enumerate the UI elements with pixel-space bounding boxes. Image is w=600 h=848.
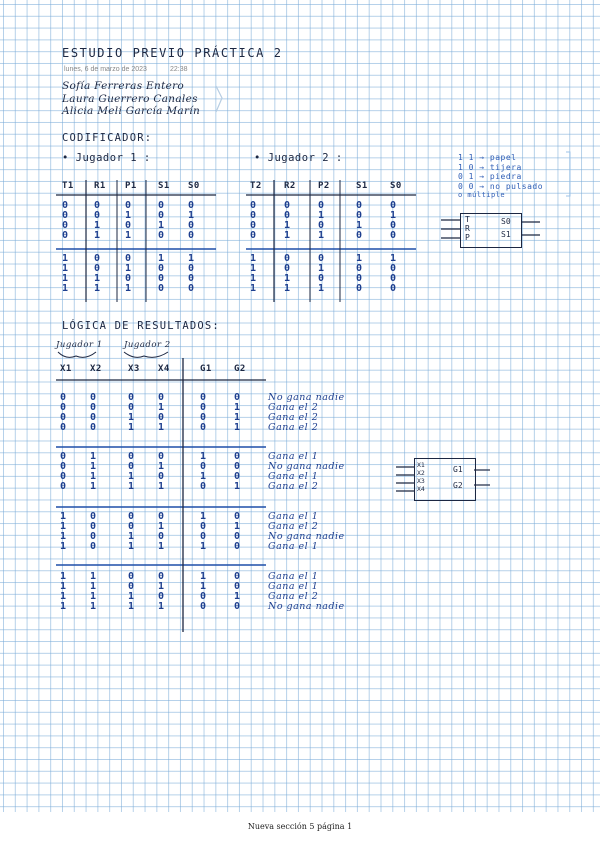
p1-cell-r2-c2: 0 [94, 210, 101, 221]
legend-line-5: o múltiple [458, 191, 506, 200]
p2-cell-r2-c1: 0 [250, 210, 257, 221]
p1-cell-r2-c1: 0 [62, 210, 69, 221]
logic-cell-r1-c5: 0 [200, 392, 207, 403]
p1-cell-r1-c3: 0 [125, 200, 132, 211]
block-input-x4: X4 [417, 485, 425, 493]
codificador-block [460, 213, 522, 248]
logic-cell-r13-c2: 1 [90, 571, 97, 582]
block-input-x3: X3 [417, 477, 425, 485]
block-input-p: P [465, 233, 470, 242]
logic-cell-r9-c3: 0 [128, 511, 135, 522]
p1-cell-r4-c2: 1 [94, 230, 101, 241]
logic-cell-r12-c1: 1 [60, 541, 67, 552]
logic-cell-r7-c2: 1 [90, 471, 97, 482]
logic-cell-r5-c4: 0 [158, 451, 165, 462]
block-output-s0: S0 [501, 217, 511, 226]
logic-cell-r8-c5: 0 [200, 481, 207, 492]
logic-result-15: Gana el 2 [268, 591, 319, 602]
names-bracket [216, 86, 222, 112]
p1-cell-r5-c5: 1 [188, 253, 195, 264]
p1-cell-r6-c5: 0 [188, 263, 195, 274]
logic-cell-r8-c2: 1 [90, 481, 97, 492]
p1-cell-r7-c5: 0 [188, 273, 195, 284]
logic-cell-r8-c1: 0 [60, 481, 67, 492]
p1-cell-r4-c5: 0 [188, 230, 195, 241]
logic-cell-r11-c3: 1 [128, 531, 135, 542]
p2-cell-r6-c3: 1 [318, 263, 325, 274]
logic-cell-r3-c5: 0 [200, 412, 207, 423]
logic-header-4: X4 [158, 364, 170, 374]
logic-cell-r5-c3: 0 [128, 451, 135, 462]
logic-cell-r2-c1: 0 [60, 402, 67, 413]
logic-cell-r13-c1: 1 [60, 571, 67, 582]
logic-cell-r11-c6: 0 [234, 531, 241, 542]
p2-cell-r2-c3: 1 [318, 210, 325, 221]
p2-cell-r7-c2: 1 [284, 273, 291, 284]
p2-cell-r4-c2: 1 [284, 230, 291, 241]
logic-cell-r5-c2: 1 [90, 451, 97, 462]
logic-cell-r11-c1: 1 [60, 531, 67, 542]
p2-cell-r8-c3: 1 [318, 283, 325, 294]
p2-cell-r6-c5: 0 [390, 263, 397, 274]
logic-cell-r12-c2: 0 [90, 541, 97, 552]
legend-line-2: 1 0 → tijera [458, 162, 522, 172]
logic-cell-r4-c1: 0 [60, 422, 67, 433]
logic-cell-r6-c3: 0 [128, 461, 135, 472]
p1-cell-r4-c1: 0 [62, 230, 69, 241]
logic-cell-r11-c2: 0 [90, 531, 97, 542]
p2-cell-r1-c2: 0 [284, 200, 291, 211]
p2-cell-r7-c5: 0 [390, 273, 397, 284]
logic-cell-r5-c1: 0 [60, 451, 67, 462]
legend-bracket [566, 152, 570, 196]
logic-result-5: Gana el 1 [268, 451, 319, 462]
logic-header-1: X1 [60, 364, 72, 374]
p2-header-1: T2 [250, 181, 262, 191]
logic-cell-r7-c6: 0 [234, 471, 241, 482]
logic-cell-r14-c1: 1 [60, 581, 67, 592]
p2-cell-r5-c2: 0 [284, 253, 291, 264]
logic-cell-r13-c4: 0 [158, 571, 165, 582]
p1-cell-r1-c2: 0 [94, 200, 101, 211]
logic-cell-r12-c4: 1 [158, 541, 165, 552]
logic-cell-r12-c3: 1 [128, 541, 135, 552]
p2-cell-r8-c5: 0 [390, 283, 397, 294]
logic-result-16: No gana nadie [268, 601, 345, 612]
logic-cell-r13-c6: 0 [234, 571, 241, 582]
p1-cell-r7-c1: 1 [62, 273, 69, 284]
p1-cell-r7-c4: 0 [158, 273, 165, 284]
p2-cell-r3-c3: 0 [318, 220, 325, 231]
logic-cell-r14-c4: 1 [158, 581, 165, 592]
p2-cell-r4-c4: 0 [356, 230, 363, 241]
p1-cell-r6-c2: 0 [94, 263, 101, 274]
p2-cell-r8-c2: 1 [284, 283, 291, 294]
block-input-t: T [465, 215, 470, 224]
p1-cell-r2-c5: 1 [188, 210, 195, 221]
logic-cell-r10-c2: 0 [90, 521, 97, 532]
logic-cell-r4-c6: 1 [234, 422, 241, 433]
logic-cell-r8-c4: 1 [158, 481, 165, 492]
logic-cell-r1-c3: 0 [128, 392, 135, 403]
logic-cell-r2-c3: 0 [128, 402, 135, 413]
logic-cell-r3-c4: 0 [158, 412, 165, 423]
logic-cell-r9-c2: 0 [90, 511, 97, 522]
block-output-g2: G2 [453, 481, 463, 490]
logic-cell-r8-c3: 1 [128, 481, 135, 492]
logic-result-7: Gana el 1 [268, 471, 319, 482]
author-3: Alicia Meli García Marín [62, 105, 201, 117]
p2-cell-r7-c3: 0 [318, 273, 325, 284]
logic-cell-r13-c5: 1 [200, 571, 207, 582]
encoding-legend [458, 153, 543, 201]
p1-cell-r1-c4: 0 [158, 200, 165, 211]
logic-cell-r9-c1: 1 [60, 511, 67, 522]
p1-cell-r3-c4: 1 [158, 220, 165, 231]
block-input-x2: X2 [417, 469, 425, 477]
codificador-heading: CODIFICADOR: [62, 132, 153, 144]
p1-cell-r8-c2: 1 [94, 283, 101, 294]
block-output-s1: S1 [501, 230, 511, 239]
logic-cell-r6-c4: 1 [158, 461, 165, 472]
p2-header-3: P2 [318, 181, 330, 191]
group-jugador-1: Jugador 1 [56, 340, 103, 350]
logic-cell-r14-c6: 0 [234, 581, 241, 592]
p1-cell-r7-c3: 0 [125, 273, 132, 284]
logic-cell-r9-c5: 1 [200, 511, 207, 522]
author-1: Sofía Ferreras Entero [62, 80, 185, 92]
logic-cell-r14-c2: 1 [90, 581, 97, 592]
p2-cell-r4-c3: 1 [318, 230, 325, 241]
logic-cell-r1-c2: 0 [90, 392, 97, 403]
logica-heading: LÓGICA DE RESULTADOS: [62, 320, 220, 332]
p2-cell-r1-c4: 0 [356, 200, 363, 211]
logic-cell-r10-c4: 1 [158, 521, 165, 532]
p1-header-2: R1 [94, 181, 106, 191]
p1-cell-r3-c5: 0 [188, 220, 195, 231]
p2-cell-r6-c4: 0 [356, 263, 363, 274]
group-jugador-2: Jugador 2 [124, 340, 171, 350]
logic-cell-r11-c4: 0 [158, 531, 165, 542]
p2-cell-r5-c5: 1 [390, 253, 397, 264]
logic-cell-r16-c4: 1 [158, 601, 165, 612]
p1-cell-r2-c3: 1 [125, 210, 132, 221]
p2-cell-r8-c4: 0 [356, 283, 363, 294]
p1-cell-r5-c1: 1 [62, 253, 69, 264]
logic-result-12: Gana el 1 [268, 541, 319, 552]
logic-cell-r15-c3: 1 [128, 591, 135, 602]
p1-cell-r5-c2: 0 [94, 253, 101, 264]
logic-cell-r12-c5: 1 [200, 541, 207, 552]
brace-jugador-1 [58, 352, 96, 357]
logica-block [414, 458, 476, 501]
p1-cell-r5-c3: 0 [125, 253, 132, 264]
p2-header-2: R2 [284, 181, 296, 191]
p2-cell-r6-c2: 0 [284, 263, 291, 274]
p1-cell-r3-c2: 1 [94, 220, 101, 231]
p1-cell-r3-c3: 0 [125, 220, 132, 231]
logic-cell-r2-c4: 1 [158, 402, 165, 413]
logic-result-11: No gana nadie [268, 531, 345, 542]
logic-result-8: Gana el 2 [268, 481, 319, 492]
logic-cell-r6-c6: 0 [234, 461, 241, 472]
logic-cell-r4-c4: 1 [158, 422, 165, 433]
logic-cell-r15-c5: 0 [200, 591, 207, 602]
logic-cell-r10-c3: 0 [128, 521, 135, 532]
p2-cell-r1-c1: 0 [250, 200, 257, 211]
logic-cell-r10-c5: 0 [200, 521, 207, 532]
p2-cell-r4-c1: 0 [250, 230, 257, 241]
player2-label: • Jugador 2 : [254, 152, 343, 164]
p1-cell-r4-c3: 1 [125, 230, 132, 241]
logic-cell-r3-c2: 0 [90, 412, 97, 423]
logic-header-2: X2 [90, 364, 102, 374]
logic-header-6: G2 [234, 364, 246, 374]
p2-header-5: S0 [390, 181, 402, 191]
p1-header-5: S0 [188, 181, 200, 191]
p2-cell-r5-c3: 0 [318, 253, 325, 264]
p2-cell-r3-c2: 1 [284, 220, 291, 231]
p1-cell-r8-c5: 0 [188, 283, 195, 294]
logic-cell-r15-c6: 1 [234, 591, 241, 602]
logic-result-1: No gana nadie [268, 392, 345, 403]
p1-cell-r8-c3: 1 [125, 283, 132, 294]
logic-cell-r9-c6: 0 [234, 511, 241, 522]
legend-line-1: 1 1 → papel [458, 153, 517, 162]
logic-cell-r2-c6: 1 [234, 402, 241, 413]
p1-cell-r1-c1: 0 [62, 200, 69, 211]
player1-label: • Jugador 1 : [62, 152, 151, 164]
logic-cell-r4-c5: 0 [200, 422, 207, 433]
logic-cell-r12-c6: 0 [234, 541, 241, 552]
page-date: lunes, 6 de marzo de 2023 [64, 66, 147, 73]
p1-header-3: P1 [125, 181, 137, 191]
logic-cell-r7-c5: 1 [200, 471, 207, 482]
p2-cell-r5-c1: 1 [250, 253, 257, 264]
logic-cell-r14-c5: 1 [200, 581, 207, 592]
logic-cell-r6-c5: 0 [200, 461, 207, 472]
logic-result-14: Gana el 1 [268, 581, 319, 592]
logic-result-9: Gana el 1 [268, 511, 319, 522]
logic-cell-r3-c1: 0 [60, 412, 67, 423]
p1-cell-r5-c4: 1 [158, 253, 165, 264]
logic-cell-r16-c5: 0 [200, 601, 207, 612]
logic-cell-r14-c3: 0 [128, 581, 135, 592]
footer-page-label: Nueva sección 5 página 1 [247, 822, 353, 831]
logic-cell-r9-c4: 0 [158, 511, 165, 522]
legend-line-4: 0 0 → no pulsado [458, 181, 544, 191]
p1-header-1: T1 [62, 181, 74, 191]
p1-cell-r2-c4: 0 [158, 210, 165, 221]
logic-result-13: Gana el 1 [268, 571, 319, 582]
block-input-x1: X1 [417, 461, 425, 469]
p1-cell-r8-c1: 1 [62, 283, 69, 294]
block-input-r: R [465, 224, 470, 233]
p1-cell-r4-c4: 0 [158, 230, 165, 241]
p2-cell-r1-c5: 0 [390, 200, 397, 211]
logic-cell-r2-c5: 0 [200, 402, 207, 413]
p2-cell-r6-c1: 1 [250, 263, 257, 274]
p2-cell-r3-c4: 1 [356, 220, 363, 231]
logic-header-5: G1 [200, 364, 212, 374]
p1-cell-r6-c1: 1 [62, 263, 69, 274]
p1-cell-r6-c3: 1 [125, 263, 132, 274]
logic-cell-r16-c6: 0 [234, 601, 241, 612]
logic-header-3: X3 [128, 364, 140, 374]
logic-cell-r13-c3: 0 [128, 571, 135, 582]
logic-cell-r5-c6: 0 [234, 451, 241, 462]
logic-cell-r5-c5: 1 [200, 451, 207, 462]
p2-cell-r4-c5: 0 [390, 230, 397, 241]
logic-cell-r11-c5: 0 [200, 531, 207, 542]
logic-result-2: Gana el 2 [268, 402, 319, 413]
p1-cell-r3-c1: 0 [62, 220, 69, 231]
logic-cell-r15-c1: 1 [60, 591, 67, 602]
logic-cell-r3-c3: 1 [128, 412, 135, 423]
logic-cell-r4-c2: 0 [90, 422, 97, 433]
logic-cell-r3-c6: 1 [234, 412, 241, 423]
logic-cell-r15-c2: 1 [90, 591, 97, 602]
page-time: 22:38 [170, 66, 188, 73]
logic-cell-r2-c2: 0 [90, 402, 97, 413]
logic-result-3: Gana el 2 [268, 412, 319, 423]
p2-cell-r8-c1: 1 [250, 283, 257, 294]
p1-header-4: S1 [158, 181, 170, 191]
p2-cell-r2-c2: 0 [284, 210, 291, 221]
logic-cell-r7-c1: 0 [60, 471, 67, 482]
p2-cell-r7-c4: 0 [356, 273, 363, 284]
logic-cell-r1-c4: 0 [158, 392, 165, 403]
p2-cell-r7-c1: 1 [250, 273, 257, 284]
logic-cell-r15-c4: 0 [158, 591, 165, 602]
logic-cell-r1-c1: 0 [60, 392, 67, 403]
page-footer [0, 812, 600, 848]
logic-cell-r10-c1: 1 [60, 521, 67, 532]
p2-cell-r2-c5: 1 [390, 210, 397, 221]
p2-cell-r3-c1: 0 [250, 220, 257, 231]
logic-cell-r7-c3: 1 [128, 471, 135, 482]
logic-cell-r4-c3: 1 [128, 422, 135, 433]
legend-line-3: 0 1 → piedra [458, 172, 522, 182]
p1-cell-r8-c4: 0 [158, 283, 165, 294]
p1-cell-r1-c5: 0 [188, 200, 195, 211]
p2-cell-r1-c3: 0 [318, 200, 325, 211]
logic-cell-r7-c4: 0 [158, 471, 165, 482]
author-2: Laura Guerrero Canales [62, 92, 198, 105]
logic-cell-r8-c6: 1 [234, 481, 241, 492]
logic-cell-r1-c6: 0 [234, 392, 241, 403]
logic-cell-r6-c1: 0 [60, 461, 67, 472]
logic-result-10: Gana el 2 [268, 521, 319, 532]
brace-jugador-2 [124, 352, 168, 357]
logic-cell-r16-c2: 1 [90, 601, 97, 612]
p1-cell-r7-c2: 1 [94, 273, 101, 284]
logic-cell-r16-c1: 1 [60, 601, 67, 612]
author-list [62, 80, 200, 118]
logic-cell-r10-c6: 1 [234, 521, 241, 532]
logic-cell-r6-c2: 1 [90, 461, 97, 472]
logic-result-4: Gana el 2 [268, 422, 319, 433]
p2-cell-r2-c4: 0 [356, 210, 363, 221]
logic-cell-r16-c3: 1 [128, 601, 135, 612]
p2-cell-r3-c5: 0 [390, 220, 397, 231]
block-output-g1: G1 [453, 465, 463, 474]
page-title: ESTUDIO PREVIO PRÁCTICA 2 [62, 46, 283, 60]
p1-cell-r6-c4: 0 [158, 263, 165, 274]
p2-cell-r5-c4: 1 [356, 253, 363, 264]
logic-result-6: No gana nadie [268, 461, 345, 472]
p2-header-4: S1 [356, 181, 368, 191]
